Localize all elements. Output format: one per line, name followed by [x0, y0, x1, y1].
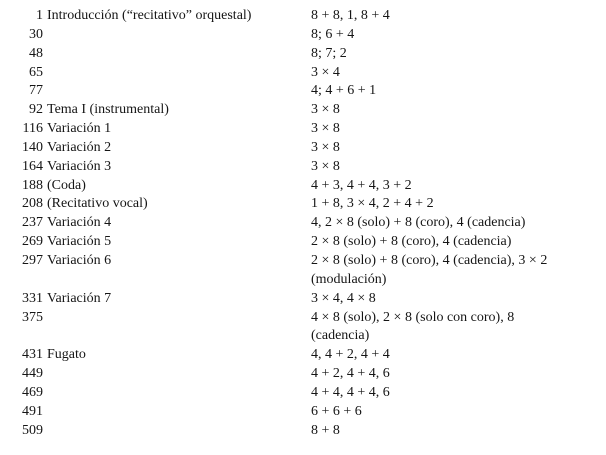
- measure-number: 92: [29, 102, 43, 118]
- section-label: Variación 4: [47, 215, 112, 231]
- table-row: [0, 64, 606, 83]
- table-row: [0, 252, 606, 271]
- table-row: [0, 422, 606, 441]
- table-row: [0, 327, 606, 346]
- table-row: [0, 45, 606, 64]
- phrase-structure: 4, 2 × 8 (solo) + 8 (coro), 4 (cadencia): [311, 215, 526, 231]
- phrase-structure: 4 + 4, 4 + 4, 6: [311, 384, 390, 400]
- measure-number: 237: [22, 215, 43, 231]
- measure-number: 469: [22, 384, 43, 400]
- phrase-structure: 3 × 4: [311, 64, 340, 80]
- measure-number: 509: [22, 422, 43, 438]
- measure-number: 188: [22, 177, 43, 193]
- measure-number: 297: [22, 252, 43, 268]
- measure-number: 48: [29, 45, 43, 61]
- measure-number: 491: [22, 403, 43, 419]
- phrase-structure: 8; 7; 2: [311, 45, 347, 61]
- section-label: Variación 3: [47, 158, 112, 174]
- measure-number: 1: [36, 8, 43, 23]
- table-row: [0, 82, 606, 101]
- measure-number: 164: [22, 158, 43, 174]
- phrase-structure: 3 × 8: [311, 139, 340, 155]
- phrase-structure: 4 + 3, 4 + 4, 3 + 2: [311, 177, 412, 193]
- phrase-structure: 3 × 8: [311, 102, 340, 118]
- measure-number: 77: [29, 83, 43, 99]
- table-row: [0, 7, 606, 26]
- table-row: [0, 177, 606, 196]
- section-label: Introducción (“recitativo” orquestal): [47, 8, 252, 23]
- table-row: [0, 309, 606, 328]
- section-label: (Recitativo vocal): [47, 196, 148, 212]
- table-row: [0, 139, 606, 158]
- measure-number: 208: [22, 196, 43, 212]
- phrase-structure: (modulación): [311, 271, 387, 287]
- phrase-structure: 8; 6 + 4: [311, 26, 355, 42]
- measure-number: 140: [22, 139, 43, 155]
- phrase-structure: 8 + 8: [311, 422, 340, 438]
- measure-number: 116: [22, 121, 43, 137]
- table-row: [0, 195, 606, 214]
- phrase-structure: (cadencia): [311, 328, 370, 344]
- section-label: Variación 6: [47, 252, 112, 268]
- table-row: [0, 403, 606, 422]
- phrase-structure: 2 × 8 (solo) + 8 (coro), 4 (cadencia): [311, 234, 512, 250]
- section-label: (Coda): [47, 177, 86, 193]
- table-row: [0, 290, 606, 309]
- measure-number: 30: [29, 26, 43, 42]
- phrase-structure: 6 + 6 + 6: [311, 403, 362, 419]
- phrase-structure: 4; 4 + 6 + 1: [311, 83, 377, 99]
- measure-number: 269: [22, 234, 43, 250]
- table-row: [0, 120, 606, 139]
- section-label: Variación 2: [47, 139, 112, 155]
- table-row: [0, 346, 606, 365]
- section-label: Fugato: [47, 347, 86, 363]
- measure-number: 449: [22, 366, 43, 382]
- table-row: [0, 101, 606, 120]
- table-row: [0, 271, 606, 290]
- table-row: [0, 26, 606, 45]
- section-label: Variación 5: [47, 234, 112, 250]
- phrase-structure: 2 × 8 (solo) + 8 (coro), 4 (cadencia), 3 × 2: [311, 252, 548, 268]
- table-row: [0, 158, 606, 177]
- phrase-structure: 8 + 8, 1, 8 + 4: [311, 8, 390, 23]
- measure-number: 331: [22, 290, 43, 306]
- measure-number: 431: [22, 347, 43, 363]
- section-label: Tema I (instrumental): [47, 102, 169, 118]
- phrase-structure: 4, 4 + 2, 4 + 4: [311, 347, 390, 363]
- measure-number: 375: [22, 309, 43, 325]
- table-row: [0, 233, 606, 252]
- table-row: [0, 384, 606, 403]
- phrase-structure: 4 + 2, 4 + 4, 6: [311, 366, 390, 382]
- table-row: [0, 365, 606, 384]
- measure-number: 65: [29, 64, 43, 80]
- table-row: [0, 214, 606, 233]
- section-label: Variación 7: [47, 290, 112, 306]
- phrase-structure: 3 × 8: [311, 121, 340, 137]
- phrase-structure: 3 × 8: [311, 158, 340, 174]
- phrase-structure: 3 × 4, 4 × 8: [311, 290, 376, 306]
- section-label: Variación 1: [47, 121, 112, 137]
- phrase-structure: 1 + 8, 3 × 4, 2 + 4 + 2: [311, 196, 434, 212]
- phrase-structure: 4 × 8 (solo), 2 × 8 (solo con coro), 8: [311, 309, 515, 325]
